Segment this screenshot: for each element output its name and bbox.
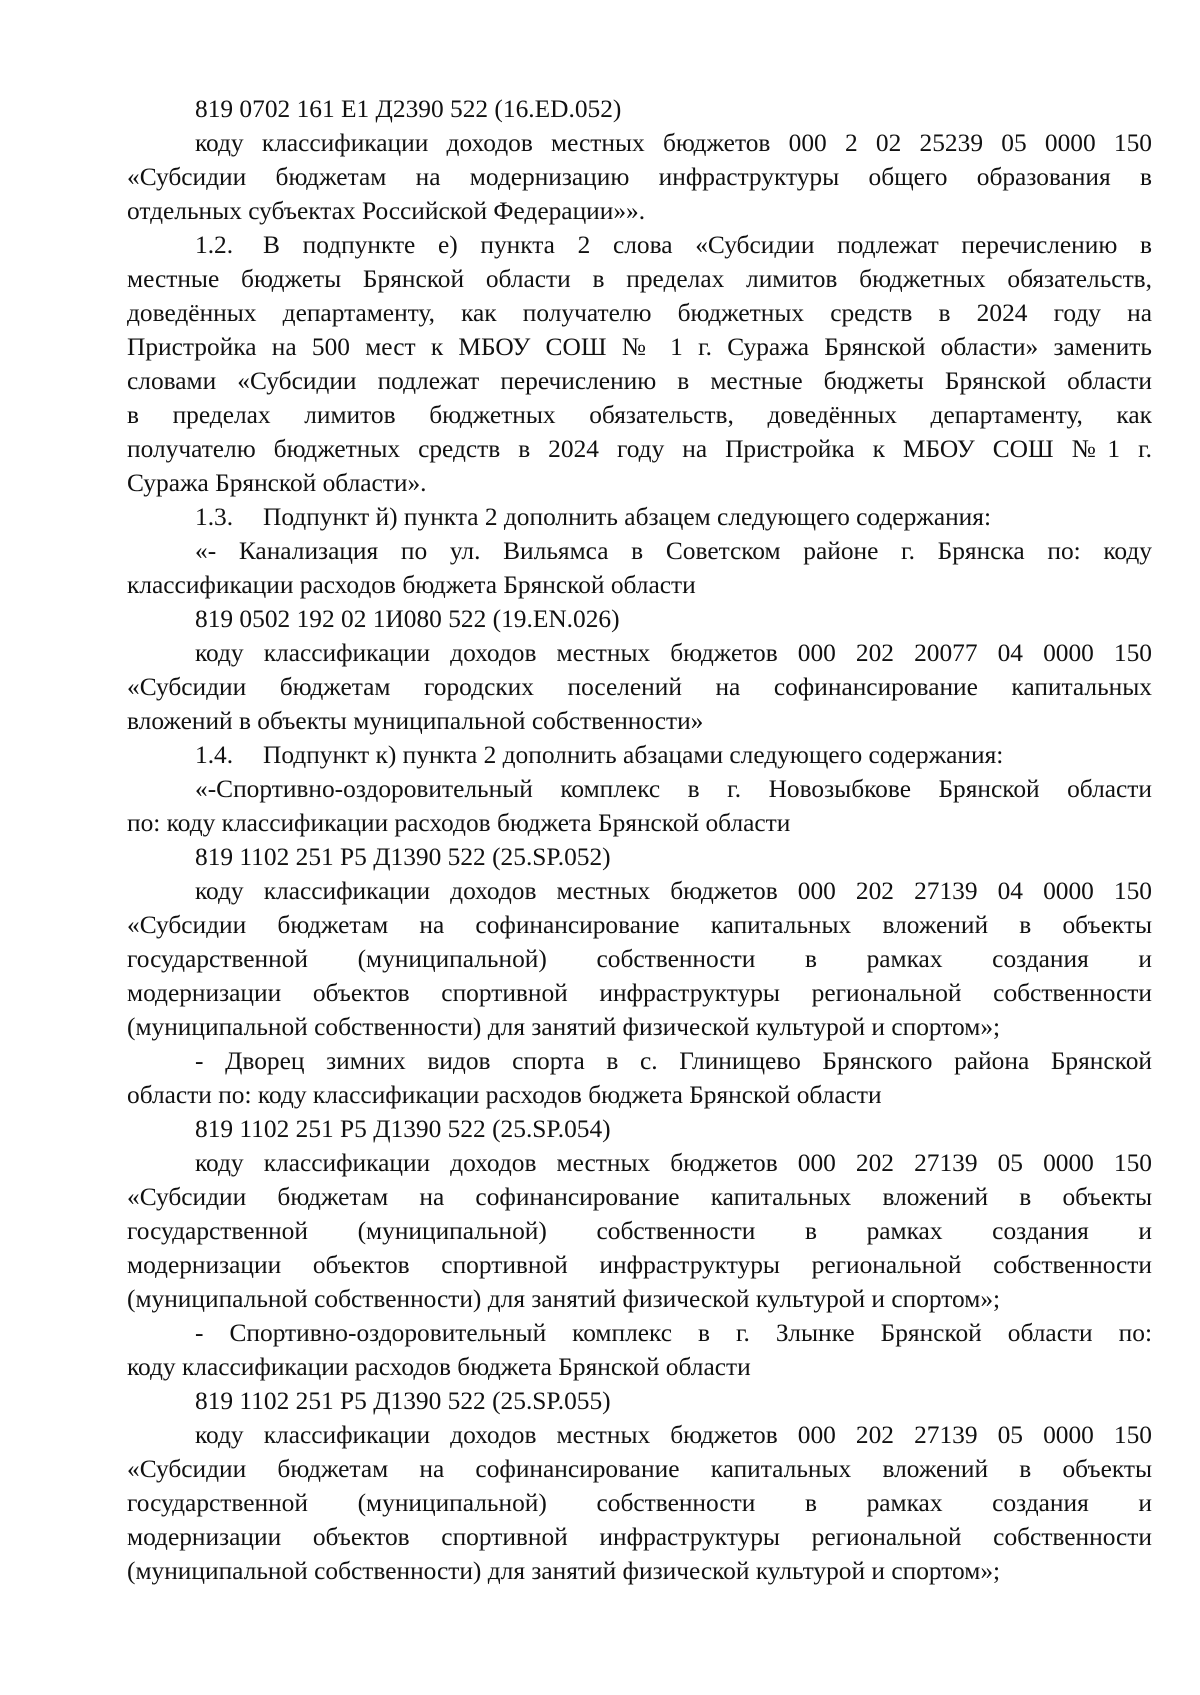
line-text: вложений в объекты муниципальной собственности»: [127, 707, 704, 735]
text-line: [127, 704, 1152, 738]
text-line: [127, 568, 1152, 602]
line-text: «-Спортивно-оздоровительный комплекс в г. Новозыбкове Брянской области: [195, 775, 1152, 803]
text-line: [127, 806, 1152, 840]
line-text: по: коду классификации расходов бюджета Брянской области: [127, 809, 791, 837]
text-line: [127, 296, 1152, 330]
text-line: [127, 602, 1152, 636]
text-line: [127, 160, 1152, 194]
text-line: [127, 1554, 1152, 1588]
line-text: «Субсидии бюджетам на софинансирование капитальных вложений в объекты: [127, 911, 1152, 939]
line-text: государственной (муниципальной) собственности в рамках создания и: [127, 945, 1152, 973]
line-text: получателю бюджетных средств в 2024 году на Пристройка к МБОУ СОШ №1 г.: [127, 435, 1152, 463]
line-text: В подпункте е) пункта 2 слова «Субсидии подлежат перечислению в: [263, 231, 1152, 259]
line-text: классификации расходов бюджета Брянской области: [127, 571, 696, 599]
line-text: 819 1102 251 Р5 Д1390 522 (25.SP.052): [195, 843, 611, 871]
text-line: [127, 976, 1152, 1010]
line-text: Пристройка на 500 мест к МБОУ СОШ № 1 г. Суража Брянской области» заменить: [127, 333, 1152, 361]
text-line: [127, 534, 1152, 568]
text-line: [127, 194, 1152, 228]
text-line: [127, 942, 1152, 976]
text-line: [127, 772, 1152, 806]
clause-number: 1.2.: [195, 231, 234, 259]
text-line: [127, 466, 1152, 500]
line-text: модернизации объектов спортивной инфраструктуры региональной собственности: [127, 1251, 1152, 1279]
line-text: местные бюджеты Брянской области в пределах лимитов бюджетных обязательств,: [127, 265, 1152, 293]
text-line: [127, 636, 1152, 670]
line-text: коду классификации доходов местных бюджетов 000 202 27139 05 0000 150: [195, 1421, 1152, 1449]
text-line: [127, 738, 1152, 772]
line-text: (муниципальной собственности) для занятий физической культурой и спортом»;: [127, 1285, 1001, 1313]
line-text: в пределах лимитов бюджетных обязательств, доведённых департаменту, как: [127, 401, 1152, 429]
line-text: «Субсидии бюджетам на софинансирование капитальных вложений в объекты: [127, 1183, 1152, 1211]
line-text: государственной (муниципальной) собственности в рамках создания и: [127, 1489, 1152, 1517]
line-text: «- Канализация по ул. Вильямса в Советском районе г. Брянска по: коду: [195, 537, 1152, 565]
text-line: [127, 364, 1152, 398]
line-text: - Спортивно-оздоровительный комплекс в г. Злынке Брянской области по:: [195, 1319, 1152, 1347]
text-line: [127, 1180, 1152, 1214]
line-text: области по: коду классификации расходов бюджета Брянской области: [127, 1081, 882, 1109]
line-text: коду классификации расходов бюджета Брянской области: [127, 1353, 751, 1381]
text-line: [127, 1112, 1152, 1146]
line-text: коду классификации доходов местных бюджетов 000 202 20077 04 0000 150: [195, 639, 1152, 667]
text-line: [127, 228, 1152, 262]
text-line: [127, 670, 1152, 704]
text-line: [127, 1384, 1152, 1418]
line-text: государственной (муниципальной) собственности в рамках создания и: [127, 1217, 1152, 1245]
text-line: [127, 500, 1152, 534]
document-body: [127, 92, 1152, 1588]
text-line: [127, 1282, 1152, 1316]
text-line: [127, 1350, 1152, 1384]
line-text: «Субсидии бюджетам на модернизацию инфраструктуры общего образования в: [127, 163, 1152, 191]
text-line: [127, 126, 1152, 160]
line-text: Подпункт й) пункта 2 дополнить абзацем следующего содержания:: [263, 503, 991, 531]
line-text: коду классификации доходов местных бюджетов 000 202 27139 04 0000 150: [195, 877, 1152, 905]
text-line: [127, 1486, 1152, 1520]
text-line: [127, 874, 1152, 908]
line-text: «Субсидии бюджетам на софинансирование капитальных вложений в объекты: [127, 1455, 1152, 1483]
line-text: коду классификации доходов местных бюджетов 000 2 02 25239 05 0000 150: [195, 129, 1152, 157]
text-line: [127, 908, 1152, 942]
line-text: отдельных субъектах Российской Федерации»».: [127, 197, 646, 225]
text-line: [127, 1146, 1152, 1180]
line-text: 819 0702 161 Е1 Д2390 522 (16.ED.052): [195, 95, 622, 123]
line-text: «Субсидии бюджетам городских поселений на софинансирование капитальных: [127, 673, 1152, 701]
text-line: [127, 1418, 1152, 1452]
line-text: (муниципальной собственности) для занятий физической культурой и спортом»;: [127, 1013, 1001, 1041]
text-line: [127, 1248, 1152, 1282]
line-text: 819 1102 251 Р5 Д1390 522 (25.SP.054): [195, 1115, 611, 1143]
line-text: Суража Брянской области».: [127, 469, 427, 497]
line-text: (муниципальной собственности) для занятий физической культурой и спортом»;: [127, 1557, 1001, 1585]
line-text: словами «Субсидии подлежат перечислению в местные бюджеты Брянской области: [127, 367, 1152, 395]
text-line: [127, 840, 1152, 874]
text-line: [127, 1078, 1152, 1112]
text-line: [127, 92, 1152, 126]
text-line: [127, 398, 1152, 432]
text-line: [127, 262, 1152, 296]
text-line: [127, 432, 1152, 466]
line-text: коду классификации доходов местных бюджетов 000 202 27139 05 0000 150: [195, 1149, 1152, 1177]
text-line: [127, 330, 1152, 364]
line-text: Подпункт к) пункта 2 дополнить абзацами следующего содержания:: [263, 741, 1004, 769]
line-text: 819 0502 192 02 1И080 522 (19.EN.026): [195, 605, 620, 633]
text-line: [127, 1316, 1152, 1350]
line-text: - Дворец зимних видов спорта в с. Глинищево Брянского района Брянской: [195, 1047, 1152, 1075]
line-text: модернизации объектов спортивной инфраструктуры региональной собственности: [127, 979, 1152, 1007]
clause-number: 1.4.: [195, 741, 234, 769]
text-line: [127, 1044, 1152, 1078]
text-line: [127, 1214, 1152, 1248]
line-text: модернизации объектов спортивной инфраструктуры региональной собственности: [127, 1523, 1152, 1551]
line-text: доведённых департаменту, как получателю бюджетных средств в 2024 году на: [127, 299, 1152, 327]
text-line: [127, 1010, 1152, 1044]
clause-number: 1.3.: [195, 503, 234, 531]
text-line: [127, 1520, 1152, 1554]
text-line: [127, 1452, 1152, 1486]
line-text: 819 1102 251 Р5 Д1390 522 (25.SP.055): [195, 1387, 611, 1415]
